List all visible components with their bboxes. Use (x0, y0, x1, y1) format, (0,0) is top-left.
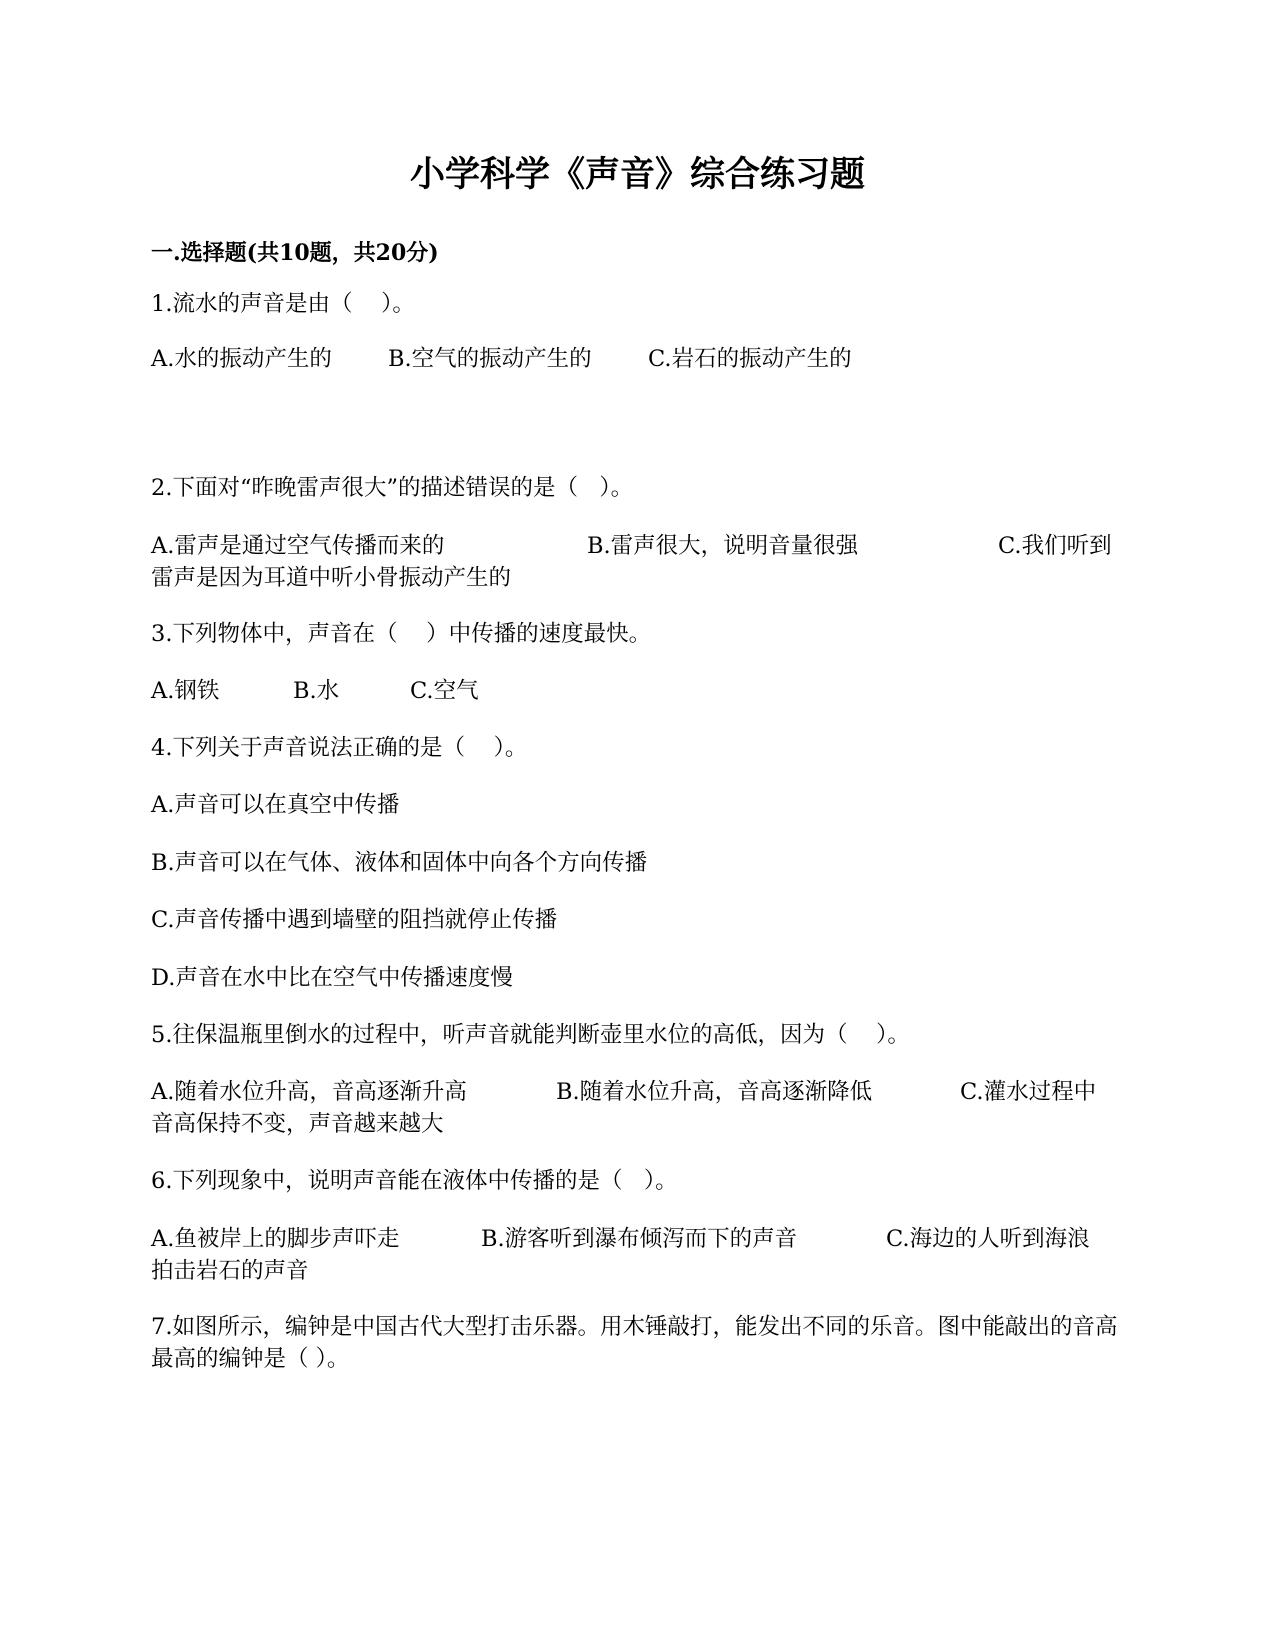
question-5-option-a: A.随着水位升高，音高逐渐升高 (151, 1079, 467, 1105)
question-4-option-c: C.声音传播中遇到墙壁的阻挡就停止传播 (151, 907, 558, 933)
question-3-option-c: C.空气 (410, 678, 479, 704)
question-1-stem: 1.流水的声音是由（ ）。 (151, 291, 415, 317)
question-6-option-a: A.鱼被岸上的脚步声吓走 (151, 1226, 400, 1252)
question-7-stem: 7.如图所示，编钟是中国古代大型打击乐器。用木锤敲打，能发出不同的乐音。图中能敲出的音高最高的编钟是（ ）。 (151, 1314, 1118, 1372)
question-3-stem: 3.下列物体中，声音在（ ）中传播的速度最快。 (151, 621, 652, 647)
question-1-option-b: B.空气的振动产生的 (388, 346, 592, 372)
question-1-option-c: C.岩石的振动产生的 (648, 346, 852, 372)
question-3-option-b: B.水 (293, 678, 340, 704)
question-6-stem: 6.下列现象中，说明声音能在液体中传播的是（ ）。 (151, 1168, 678, 1194)
document-title: 小学科学《声音》综合练习题 (409, 154, 865, 195)
question-2-option-c-continuation: 雷声是因为耳道中听小骨振动产生的 (151, 565, 512, 591)
question-2-option-a: A.雷声是通过空气传播而来的 (151, 533, 445, 559)
question-2-option-b: B.雷声很大，说明音量很强 (587, 533, 859, 559)
question-4-option-d: D.声音在水中比在空气中传播速度慢 (151, 965, 513, 991)
question-2-option-c: C.我们听到 (998, 533, 1112, 559)
question-6-option-b: B.游客听到瀑布倾泻而下的声音 (481, 1226, 798, 1252)
question-2-stem: 2.下面对“昨晚雷声很大”的描述错误的是（ ）。 (151, 475, 634, 501)
question-4-stem: 4.下列关于声音说法正确的是（ ）。 (151, 735, 528, 761)
section-heading: 一.选择题(共10题，共20分) (151, 240, 439, 266)
question-1-option-a: A.水的振动产生的 (151, 346, 332, 372)
question-5-stem: 5.往保温瓶里倒水的过程中，听声音就能判断壶里水位的高低，因为（ ）。 (151, 1022, 910, 1048)
question-5-option-b: B.随着水位升高，音高逐渐降低 (556, 1079, 873, 1105)
question-4-option-b: B.声音可以在气体、液体和固体中向各个方向传播 (151, 850, 648, 876)
question-5-option-c: C.灌水过程中 (960, 1079, 1097, 1105)
question-6-option-c: C.海边的人听到海浪 (886, 1226, 1090, 1252)
question-5-option-c-continuation: 音高保持不变，声音越来越大 (151, 1111, 444, 1137)
question-6-option-c-continuation: 拍击岩石的声音 (151, 1258, 309, 1284)
question-4-option-a: A.声音可以在真空中传播 (151, 792, 400, 818)
question-3-option-a: A.钢铁 (151, 678, 220, 704)
